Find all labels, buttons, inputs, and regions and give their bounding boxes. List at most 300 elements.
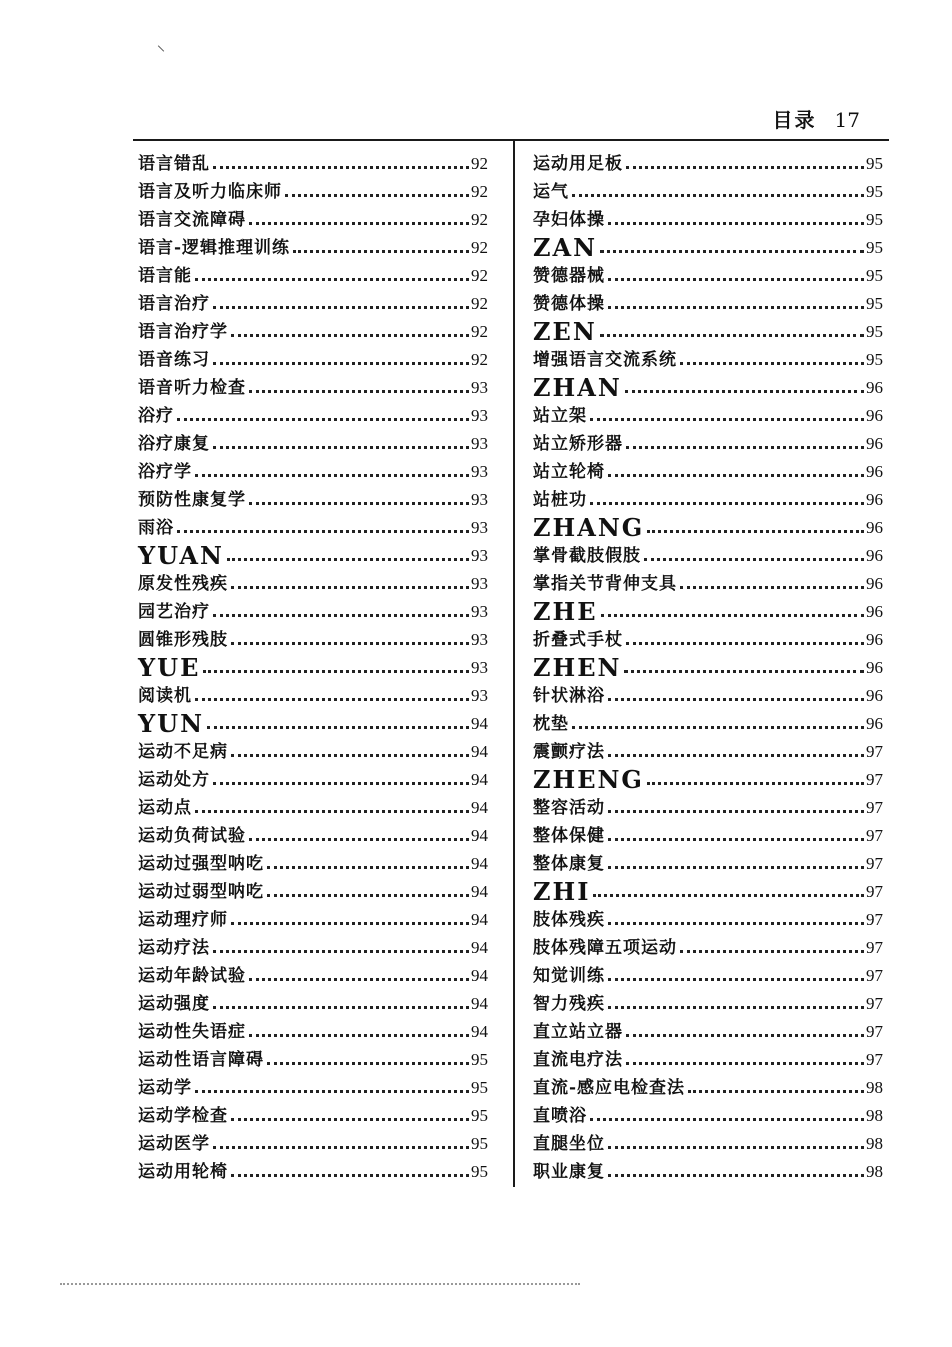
entry-term: 肢体残障五项运动 (533, 938, 677, 958)
dot-leader (227, 558, 469, 561)
entry-page-number: 93 (471, 686, 488, 705)
index-entry (138, 822, 488, 850)
dot-leader (249, 502, 469, 505)
index-entry (138, 514, 488, 542)
dot-leader (195, 278, 469, 281)
index-entry (138, 402, 488, 430)
index-entry (533, 1074, 883, 1102)
index-entry (533, 290, 883, 318)
dot-leader (680, 950, 864, 953)
column-divider (513, 140, 515, 1187)
entry-page-number: 94 (471, 882, 488, 901)
entry-page-number: 96 (866, 546, 883, 565)
entry-page-number: 97 (866, 1050, 883, 1069)
entry-page-number: 94 (471, 966, 488, 985)
entry-term: 直喷浴 (533, 1106, 587, 1126)
entry-page-number: 98 (866, 1078, 883, 1097)
index-entry (533, 822, 883, 850)
entry-term: 运动不足病 (138, 742, 228, 762)
entry-page-number: 98 (866, 1106, 883, 1125)
index-entry (138, 766, 488, 794)
entry-term: 浴疗康复 (138, 434, 210, 454)
dot-leader (626, 446, 864, 449)
index-entry (533, 346, 883, 374)
index-entry (138, 346, 488, 374)
entry-term: 站立架 (533, 406, 587, 426)
entry-page-number: 92 (471, 350, 488, 369)
entry-term: YUE (138, 653, 201, 682)
entry-page-number: 93 (471, 546, 488, 565)
dot-leader (249, 1034, 469, 1037)
entry-term: 针状淋浴 (533, 686, 605, 706)
left-column (138, 150, 488, 1186)
dot-leader (680, 362, 864, 365)
entry-page-number: 96 (866, 462, 883, 481)
entry-page-number: 94 (471, 1022, 488, 1041)
entry-term: 圆锥形残肢 (138, 630, 228, 650)
entry-page-number: 97 (866, 966, 883, 985)
dot-leader (624, 670, 864, 673)
index-entry (533, 906, 883, 934)
index-entry (138, 738, 488, 766)
index-entry (533, 486, 883, 514)
dot-leader (249, 978, 469, 981)
dot-leader (195, 698, 469, 701)
index-entry (138, 906, 488, 934)
index-entry (533, 1046, 883, 1074)
entry-term: ZHAN (533, 373, 622, 402)
dot-leader (249, 390, 469, 393)
dot-leader (195, 1090, 469, 1093)
entry-page-number: 95 (866, 294, 883, 313)
dot-leader (213, 306, 469, 309)
index-entry (533, 150, 883, 178)
dot-leader (593, 894, 864, 897)
dot-leader (213, 1146, 469, 1149)
dot-leader (195, 474, 469, 477)
entry-term: YUN (138, 709, 204, 738)
dot-leader (231, 1118, 469, 1121)
entry-term: 语言治疗学 (138, 322, 228, 342)
entry-page-number: 96 (866, 406, 883, 425)
entry-term: ZHI (533, 877, 591, 906)
dot-leader (231, 586, 469, 589)
index-entry (533, 458, 883, 486)
index-entry (138, 430, 488, 458)
dot-leader (231, 1174, 469, 1177)
dot-leader (608, 810, 864, 813)
entry-term: 直流电疗法 (533, 1050, 623, 1070)
dot-leader (608, 754, 864, 757)
dot-leader (293, 250, 469, 253)
entry-page-number: 95 (866, 322, 883, 341)
entry-page-number: 93 (471, 518, 488, 537)
dot-leader (590, 502, 864, 505)
page-header (773, 104, 860, 133)
dot-leader (600, 334, 864, 337)
entry-term: 直流-感应电检查法 (533, 1078, 686, 1098)
index-entry (138, 234, 488, 262)
right-column (533, 150, 883, 1186)
dot-leader (626, 1062, 864, 1065)
entry-term: 智力残疾 (533, 994, 605, 1014)
entry-page-number: 96 (866, 434, 883, 453)
index-entry (138, 262, 488, 290)
index-entry (138, 878, 488, 906)
entry-page-number: 93 (471, 462, 488, 481)
entry-term: 震颤疗法 (533, 742, 605, 762)
dot-leader (590, 418, 864, 421)
entry-page-number: 92 (471, 266, 488, 285)
dot-leader (177, 530, 469, 533)
dot-leader (600, 250, 864, 253)
index-entry (533, 1102, 883, 1130)
entry-page-number: 95 (471, 1162, 488, 1181)
entry-page-number: 95 (866, 182, 883, 201)
entry-term: 运动用足板 (533, 154, 623, 174)
dot-leader (249, 222, 469, 225)
entry-term: 运动年龄试验 (138, 966, 246, 986)
dot-leader (608, 866, 864, 869)
entry-term: 赞德体操 (533, 294, 605, 314)
entry-page-number: 93 (471, 406, 488, 425)
index-entry (533, 1158, 883, 1186)
entry-page-number: 94 (471, 798, 488, 817)
entry-term: ZHEN (533, 653, 622, 682)
entry-page-number: 94 (471, 994, 488, 1013)
entry-term: 运动医学 (138, 1134, 210, 1154)
entry-page-number: 92 (471, 210, 488, 229)
entry-term: 知觉训练 (533, 966, 605, 986)
entry-page-number: 93 (471, 490, 488, 509)
entry-term: 掌骨截肢假肢 (533, 546, 641, 566)
entry-page-number: 94 (471, 938, 488, 957)
index-entry (138, 1018, 488, 1046)
entry-term: 语言错乱 (138, 154, 210, 174)
index-section-heading (533, 234, 883, 262)
entry-term: 阅读机 (138, 686, 192, 706)
dot-leader (213, 782, 469, 785)
entry-term: 直立站立器 (533, 1022, 623, 1042)
entry-page-number: 95 (866, 266, 883, 285)
dot-leader (601, 614, 865, 617)
index-section-heading (533, 374, 883, 402)
header-rule (133, 139, 889, 141)
index-section-heading (138, 654, 488, 682)
entry-page-number: 92 (471, 294, 488, 313)
entry-page-number: 96 (866, 630, 883, 649)
dot-leader (608, 306, 864, 309)
entry-term: 整容活动 (533, 798, 605, 818)
entry-term: ZHANG (533, 513, 645, 542)
index-entry (138, 934, 488, 962)
index-entry (533, 850, 883, 878)
dot-leader (572, 726, 864, 729)
index-entry (533, 542, 883, 570)
entry-page-number: 95 (866, 154, 883, 173)
index-entry (138, 990, 488, 1018)
entry-page-number: 92 (471, 182, 488, 201)
index-entry (533, 1018, 883, 1046)
index-entry (533, 710, 883, 738)
entry-page-number: 95 (866, 210, 883, 229)
entry-page-number: 97 (866, 938, 883, 957)
index-entry (533, 262, 883, 290)
dot-leader (195, 810, 469, 813)
index-entry (533, 178, 883, 206)
entry-term: 运动理疗师 (138, 910, 228, 930)
entry-page-number: 97 (866, 882, 883, 901)
index-entry (138, 598, 488, 626)
entry-term: 站桩功 (533, 490, 587, 510)
dot-leader (207, 726, 469, 729)
dot-leader (231, 334, 469, 337)
entry-page-number: 93 (471, 574, 488, 593)
entry-term: 肢体残疾 (533, 910, 605, 930)
entry-page-number: 98 (866, 1134, 883, 1153)
entry-page-number: 94 (471, 770, 488, 789)
entry-page-number: 97 (866, 854, 883, 873)
entry-page-number: 95 (471, 1050, 488, 1069)
index-entry (533, 626, 883, 654)
dot-leader (213, 1006, 469, 1009)
entry-term: 雨浴 (138, 518, 174, 538)
entry-term: 折叠式手杖 (533, 630, 623, 650)
dot-leader (177, 418, 469, 421)
entry-page-number: 97 (866, 742, 883, 761)
entry-page-number: 93 (471, 602, 488, 621)
index-entry (138, 1130, 488, 1158)
entry-page-number: 96 (866, 574, 883, 593)
entry-term: 整体康复 (533, 854, 605, 874)
entry-page-number: 92 (471, 238, 488, 257)
dot-leader (231, 922, 469, 925)
dot-leader (608, 838, 864, 841)
entry-page-number: 94 (471, 910, 488, 929)
entry-page-number: 96 (866, 518, 883, 537)
entry-term: 运动性失语症 (138, 1022, 246, 1042)
entry-page-number: 94 (471, 714, 488, 733)
dot-leader (626, 166, 864, 169)
entry-term: 原发性残疾 (138, 574, 228, 594)
entry-term: ZAN (533, 233, 598, 262)
entry-page-number: 92 (471, 154, 488, 173)
index-entry (138, 626, 488, 654)
entry-term: 预防性康复学 (138, 490, 246, 510)
dot-leader (625, 390, 864, 393)
entry-term: 运动性语言障碍 (138, 1050, 264, 1070)
dot-leader (608, 474, 864, 477)
index-section-heading (533, 514, 883, 542)
entry-term: 直腿坐位 (533, 1134, 605, 1154)
dot-leader (213, 614, 469, 617)
entry-term: 赞德器械 (533, 266, 605, 286)
entry-term: 运动疗法 (138, 938, 210, 958)
dot-leader (231, 642, 469, 645)
entry-term: 语言交流障碍 (138, 210, 246, 230)
entry-page-number: 98 (866, 1162, 883, 1181)
entry-term: ZHE (533, 597, 598, 626)
entry-page-number: 95 (866, 238, 883, 257)
dot-leader (213, 166, 469, 169)
entry-term: 整体保健 (533, 826, 605, 846)
dot-leader (608, 1174, 864, 1177)
index-entry (138, 206, 488, 234)
entry-term: YUAN (138, 541, 224, 570)
index-entry (533, 794, 883, 822)
dot-leader (626, 1034, 864, 1037)
entry-term: 孕妇体操 (533, 210, 605, 230)
index-entry (533, 430, 883, 458)
index-entry (138, 1102, 488, 1130)
entry-term: 站立矫形器 (533, 434, 623, 454)
entry-page-number: 97 (866, 798, 883, 817)
dot-leader (572, 194, 864, 197)
index-entry (138, 794, 488, 822)
dot-leader (647, 530, 864, 533)
index-entry (533, 934, 883, 962)
entry-term: 语言及听力临床师 (138, 182, 282, 202)
dot-leader (647, 782, 864, 785)
dot-leader (608, 698, 864, 701)
entry-term: 掌指关节背伸支具 (533, 574, 677, 594)
entry-term: 浴疗学 (138, 462, 192, 482)
index-entry (533, 962, 883, 990)
index-entry (138, 178, 488, 206)
dot-leader (608, 222, 864, 225)
index-entry (533, 1130, 883, 1158)
entry-term: 运动点 (138, 798, 192, 818)
entry-page-number: 96 (866, 378, 883, 397)
index-entry (138, 374, 488, 402)
index-section-heading (533, 598, 883, 626)
entry-page-number: 97 (866, 770, 883, 789)
dot-leader (267, 866, 469, 869)
entry-page-number: 97 (866, 910, 883, 929)
entry-term: 运动处方 (138, 770, 210, 790)
index-entry (533, 402, 883, 430)
entry-page-number: 96 (866, 602, 883, 621)
dot-leader (213, 446, 469, 449)
entry-page-number: 94 (471, 826, 488, 845)
entry-page-number: 93 (471, 630, 488, 649)
entry-page-number: 96 (866, 714, 883, 733)
scan-mark (158, 45, 164, 51)
entry-page-number: 94 (471, 742, 488, 761)
entry-page-number: 94 (471, 854, 488, 873)
entry-page-number: 92 (471, 322, 488, 341)
entry-term: 运动用轮椅 (138, 1162, 228, 1182)
index-section-heading (533, 766, 883, 794)
entry-term: ZEN (533, 317, 597, 346)
dot-leader (267, 1062, 469, 1065)
entry-term: 运动学检查 (138, 1106, 228, 1126)
index-section-heading (533, 318, 883, 346)
index-entry (138, 1046, 488, 1074)
entry-page-number: 95 (471, 1078, 488, 1097)
entry-term: 语音听力检查 (138, 378, 246, 398)
index-entry (138, 290, 488, 318)
index-section-heading (533, 878, 883, 906)
entry-page-number: 97 (866, 826, 883, 845)
entry-term: 运动学 (138, 1078, 192, 1098)
index-entry (533, 682, 883, 710)
entry-term: 运气 (533, 182, 569, 202)
entry-term: 浴疗 (138, 406, 174, 426)
entry-term: 语言-逻辑推理训练 (138, 238, 291, 258)
entry-term: 站立轮椅 (533, 462, 605, 482)
dot-leader (608, 978, 864, 981)
entry-term: 语言治疗 (138, 294, 210, 314)
index-section-heading (138, 542, 488, 570)
dot-leader (608, 1146, 864, 1149)
dot-leader (644, 558, 864, 561)
dot-leader (626, 642, 864, 645)
entry-page-number: 96 (866, 686, 883, 705)
entry-term: 枕垫 (533, 714, 569, 734)
index-entry (138, 150, 488, 178)
index-entry (533, 570, 883, 598)
entry-term: 语言能 (138, 266, 192, 286)
index-entry (533, 738, 883, 766)
entry-term: ZHENG (533, 765, 644, 794)
entry-term: 增强语言交流系统 (533, 350, 677, 370)
entry-term: 园艺治疗 (138, 602, 210, 622)
dot-leader (608, 922, 864, 925)
entry-page-number: 93 (471, 658, 488, 677)
index-entry (138, 458, 488, 486)
entry-term: 运动过弱型呐吃 (138, 882, 264, 902)
entry-page-number: 95 (866, 350, 883, 369)
index-entry (138, 962, 488, 990)
page-number: 17 (834, 108, 860, 132)
index-entry (138, 850, 488, 878)
index-entry (138, 682, 488, 710)
index-entry (533, 990, 883, 1018)
dot-leader (213, 362, 469, 365)
entry-page-number: 96 (866, 490, 883, 509)
dot-leader (590, 1118, 864, 1121)
entry-page-number: 97 (866, 1022, 883, 1041)
dot-leader (231, 754, 469, 757)
dot-leader (680, 586, 864, 589)
dot-leader (688, 1090, 864, 1093)
entry-term: 语音练习 (138, 350, 210, 370)
index-entry (138, 1158, 488, 1186)
index-section-heading (533, 654, 883, 682)
entry-term: 运动强度 (138, 994, 210, 1014)
header-title: 目录 (772, 108, 817, 132)
dot-leader (285, 194, 469, 197)
entry-page-number: 95 (471, 1106, 488, 1125)
dot-leader (213, 950, 469, 953)
index-entry (533, 206, 883, 234)
entry-term: 运动负荷试验 (138, 826, 246, 846)
dot-leader (203, 670, 469, 673)
dot-leader (267, 894, 469, 897)
index-entry (138, 570, 488, 598)
entry-page-number: 97 (866, 994, 883, 1013)
entry-page-number: 96 (866, 658, 883, 677)
entry-page-number: 93 (471, 434, 488, 453)
index-entry (138, 318, 488, 346)
entry-term: 运动过强型呐吃 (138, 854, 264, 874)
index-entry (138, 1074, 488, 1102)
scan-specks (60, 1280, 580, 1285)
dot-leader (608, 278, 864, 281)
entry-page-number: 93 (471, 378, 488, 397)
entry-term: 职业康复 (533, 1162, 605, 1182)
